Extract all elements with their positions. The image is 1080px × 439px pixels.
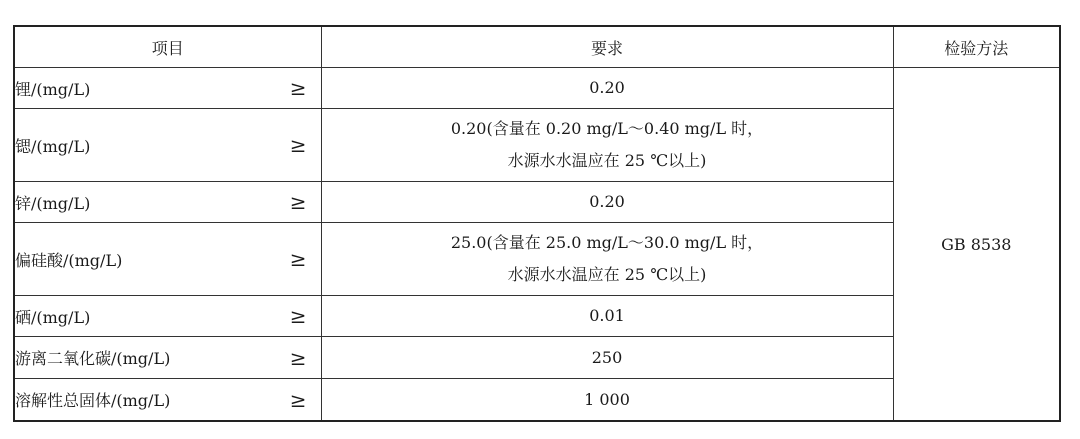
requirement-line-2: 水源水水温应在 25 ℃以上): [507, 265, 707, 284]
method-value: GB 8538: [941, 234, 1012, 254]
item-cell: [14, 182, 321, 223]
method-cell: [893, 68, 1060, 422]
header-item: 项目: [14, 26, 321, 68]
requirement-value: 250: [591, 347, 623, 367]
operator-symbol: ≥: [289, 76, 307, 100]
item-name: 硒/(mg/L): [15, 307, 91, 327]
item-name: 溶解性总固体/(mg/L): [15, 391, 171, 410]
requirement-cell: [321, 337, 893, 379]
operator-symbol: ≥: [289, 304, 307, 328]
operator-symbol: ≥: [289, 387, 307, 412]
table-row: [14, 68, 1060, 109]
header-requirement: 要求: [321, 26, 893, 68]
requirement-line-1: 0.20(含量在 0.20 mg/L～0.40 mg/L 时，: [450, 119, 764, 138]
requirement-cell: [321, 182, 893, 223]
item-name: 锂/(mg/L): [15, 79, 91, 99]
item-cell: [14, 379, 321, 422]
item-cell: [14, 109, 321, 182]
item-name: 锶/(mg/L): [15, 136, 91, 156]
operator-symbol: ≥: [289, 345, 307, 370]
header-method: 检验方法: [893, 26, 1060, 68]
requirement-value: 0.20: [589, 78, 625, 97]
item-name: 偏硅酸/(mg/L): [15, 250, 123, 270]
operator-symbol: ≥: [289, 190, 307, 214]
requirement-value: 0.20: [589, 192, 625, 211]
header-row: [14, 26, 1060, 68]
requirement-cell: [321, 296, 893, 337]
requirement-cell: [321, 109, 893, 182]
requirement-line-1: 25.0(含量在 25.0 mg/L～30.0 mg/L 时，: [450, 233, 764, 252]
requirement-value: 1 000: [584, 389, 630, 409]
item-cell: [14, 223, 321, 296]
requirement-cell: [321, 379, 893, 422]
operator-symbol: ≥: [289, 133, 307, 157]
item-name: 锌/(mg/L): [15, 193, 91, 213]
requirement-cell: [321, 223, 893, 296]
requirement-value: 0.01: [589, 306, 625, 325]
spec-table: [13, 25, 1061, 422]
item-name: 游离二氧化碳/(mg/L): [15, 349, 171, 368]
requirement-line-2: 水源水水温应在 25 ℃以上): [507, 151, 707, 170]
requirement-cell: [321, 68, 893, 109]
item-cell: [14, 296, 321, 337]
item-cell: [14, 337, 321, 379]
item-cell: [14, 68, 321, 109]
operator-symbol: ≥: [289, 247, 307, 271]
